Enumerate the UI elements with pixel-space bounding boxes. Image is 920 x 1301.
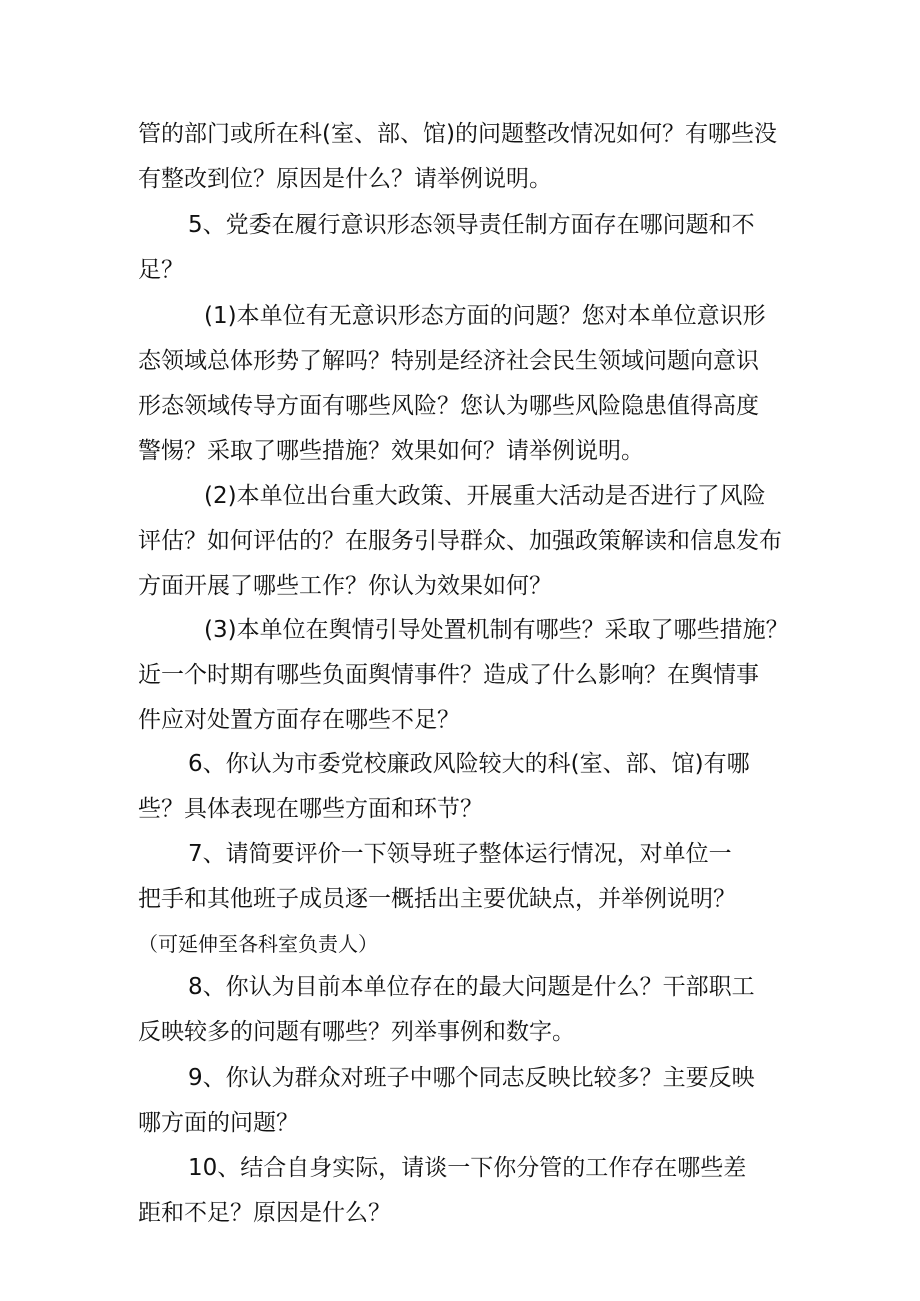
question-5-item-3: [138, 608, 798, 743]
text-line: 把手和其他班子成员逐一概括出主要优缺点，并举例说明？: [138, 886, 736, 912]
text-line: 警惕？采取了哪些措施？效果如何？请举例说明。: [138, 438, 644, 464]
question-10: [138, 1146, 798, 1236]
question-5: [138, 203, 798, 293]
text-line: 9、你认为群众对班子中哪个同志反映比较多？主要反映: [188, 1065, 755, 1091]
paragraph-continuation: [138, 112, 798, 202]
text-line: 10、结合自身实际，请谈一下你分管的工作存在哪些差: [188, 1155, 747, 1181]
text-line: （可延伸至各科室负责人）: [138, 932, 378, 956]
text-line: 管的部门或所在科(室、部、馆)的问题整改情况如何？有哪些没: [138, 121, 777, 147]
question-8: [138, 965, 798, 1055]
text-line: 哪方面的问题？: [138, 1110, 299, 1136]
text-line: (3)本单位在舆情引导处置机制有哪些？采取了哪些措施？: [204, 617, 789, 643]
text-line: 反映较多的问题有哪些？列举事例和数字。: [138, 1019, 575, 1045]
text-line: 近一个时期有哪些负面舆情事件？造成了什么影响？在舆情事: [138, 662, 759, 688]
text-line: 有整改到位？原因是什么？请举例说明。: [138, 166, 552, 192]
text-line: 件应对处置方面存在哪些不足？: [138, 707, 460, 733]
question-9: [138, 1056, 798, 1146]
text-line: 距和不足？原因是什么？: [138, 1200, 391, 1226]
text-line: 6、你认为市委党校廉政风险较大的科(室、部、馆)有哪: [188, 751, 750, 777]
text-line: (1)本单位有无意识形态方面的问题？您对本单位意识形: [204, 303, 766, 329]
text-line: 5、党委在履行意识形态领导责任制方面存在哪问题和不: [188, 212, 755, 238]
question-5-item-2: [138, 474, 798, 609]
question-7: [138, 832, 798, 967]
text-line: 8、你认为目前本单位存在的最大问题是什么？干部职工: [188, 974, 755, 1000]
text-line: 7、请简要评价一下领导班子整体运行情况，对单位一: [188, 841, 732, 867]
text-line: 足？: [138, 257, 184, 283]
text-line: 评估？如何评估的？在服务引导群众、加强政策解读和信息发布: [138, 528, 782, 554]
text-line: (2)本单位出台重大政策、开展重大活动是否进行了风险: [204, 483, 766, 509]
question-5-item-1: [138, 294, 798, 474]
text-line: 方面开展了哪些工作？你认为效果如何？: [138, 573, 552, 599]
text-line: 些？具体表现在哪些方面和环节？: [138, 796, 483, 822]
text-line: 态领域总体形势了解吗？特别是经济社会民生领域问题向意识: [138, 348, 759, 374]
question-6: [138, 742, 798, 832]
text-line: 形态领域传导方面有哪些风险？您认为哪些风险隐患值得高度: [138, 393, 759, 419]
